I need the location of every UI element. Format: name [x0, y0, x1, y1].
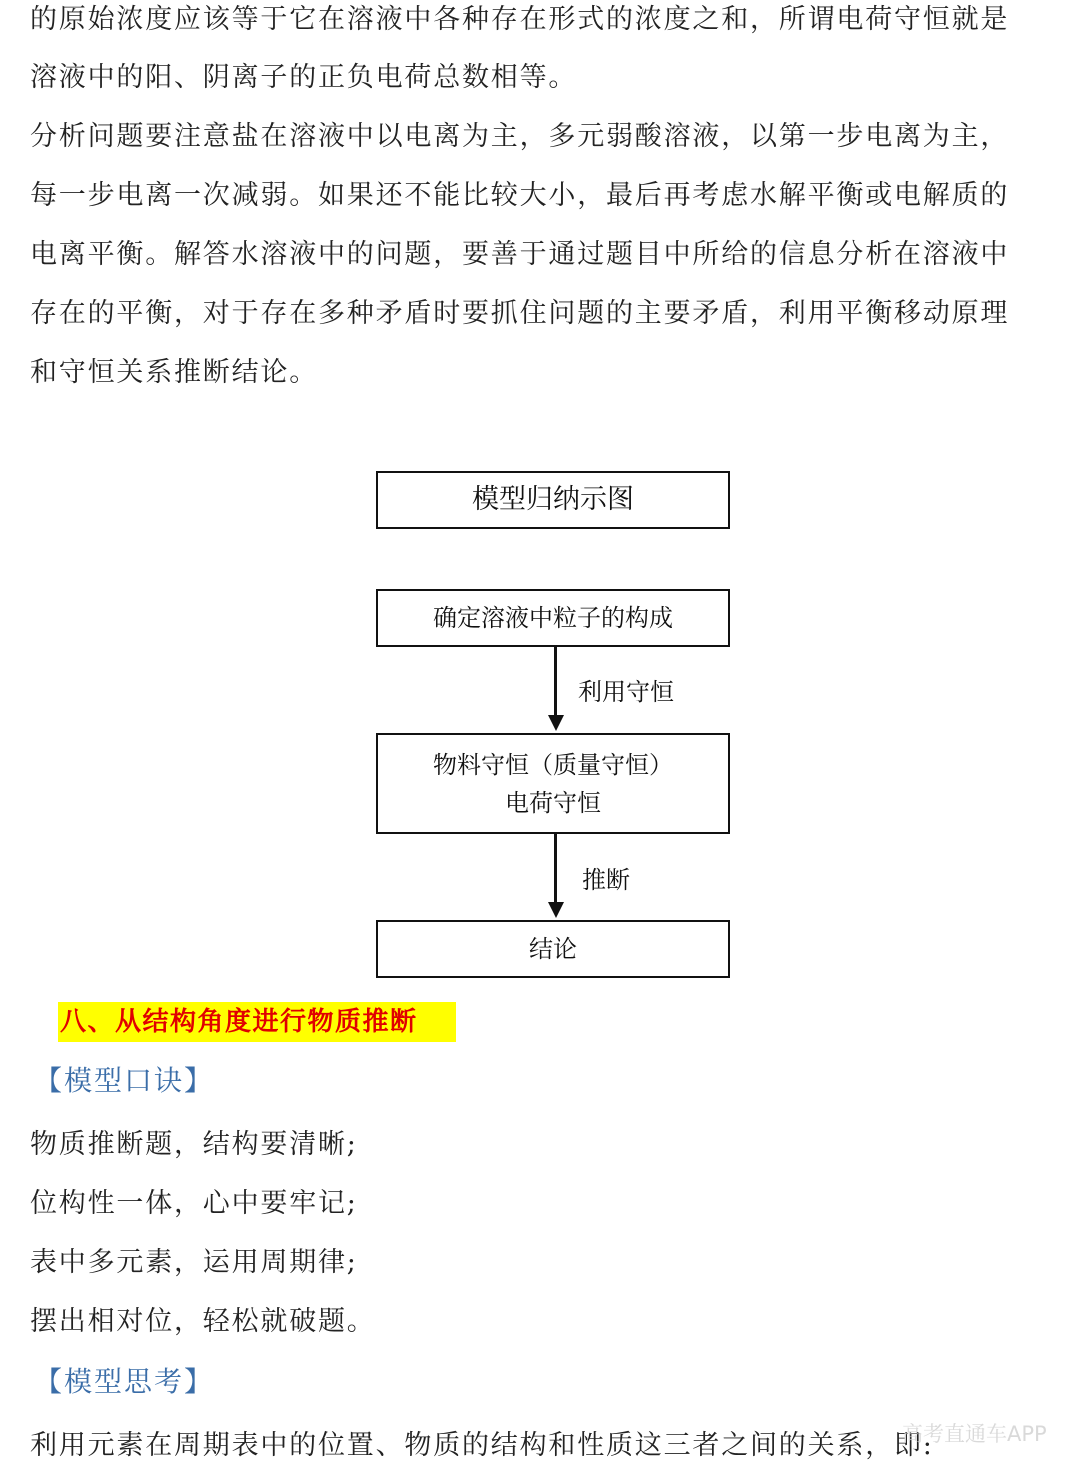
paragraph2-line: 存在的平衡，对于存在多种矛盾时要抓住问题的主要矛盾，利用平衡移动原理 — [30, 298, 1010, 329]
mnemonic-line: 摆出相对位，轻松就破题。 — [30, 1306, 376, 1337]
mnemonic-line: 物质推断题，结构要清晰; — [30, 1129, 358, 1160]
step-determine-particles-box — [376, 589, 730, 647]
diagram-title-box — [376, 471, 730, 529]
paragraph2-line: 电离平衡。解答水溶液中的问题，要善于通过题目中所给的信息分析在溶液中 — [30, 239, 1010, 270]
paragraph2-line: 每一步电离一次减弱。如果还不能比较大小，最后再考虑水解平衡或电解质的 — [30, 180, 1010, 211]
paragraph1-line: 溶液中的阳、阴离子的正负电荷总数相等。 — [30, 62, 578, 93]
edge-infer-label: 推断 — [582, 866, 630, 894]
mnemonic-label: 【模型口诀】 — [34, 1064, 215, 1097]
diagram-title: 模型归纳示图 — [472, 484, 634, 515]
arrow-down-icon — [548, 902, 564, 918]
charge-conservation-label: 电荷守恒 — [505, 788, 601, 817]
arrow-line — [554, 834, 557, 902]
mnemonic-line: 表中多元素，运用周期律; — [30, 1247, 358, 1278]
paragraph2-line: 分析问题要注意盐在溶液中以电离为主，多元弱酸溶液，以第一步电离为主， — [30, 121, 1010, 152]
arrow-line — [554, 647, 557, 715]
mnemonic-line: 位构性一体，心中要牢记; — [30, 1188, 358, 1219]
edge-use-conservation-label: 利用守恒 — [578, 678, 674, 706]
watermark: 高考直通车APP — [902, 1422, 1047, 1446]
paragraph1-line: 的原始浓度应该等于它在溶液中各种存在形式的浓度之和，所谓电荷守恒就是 — [30, 4, 1010, 35]
section-heading: 八、从结构角度进行物质推断 — [58, 1002, 456, 1042]
thinking-line: 利用元素在周期表中的位置、物质的结构和性质这三者之间的关系，即: — [30, 1430, 934, 1461]
step-determine-particles-label: 确定溶液中粒子的构成 — [433, 604, 673, 632]
step-conclusion-label: 结论 — [529, 935, 577, 963]
arrow-down-icon — [548, 715, 564, 731]
thinking-label: 【模型思考】 — [34, 1365, 215, 1398]
paragraph2-line: 和守恒关系推断结论。 — [30, 357, 318, 388]
step-conservation-box — [376, 733, 730, 834]
step-conclusion-box — [376, 920, 730, 978]
material-conservation-label: 物料守恒（质量守恒） — [433, 750, 673, 779]
